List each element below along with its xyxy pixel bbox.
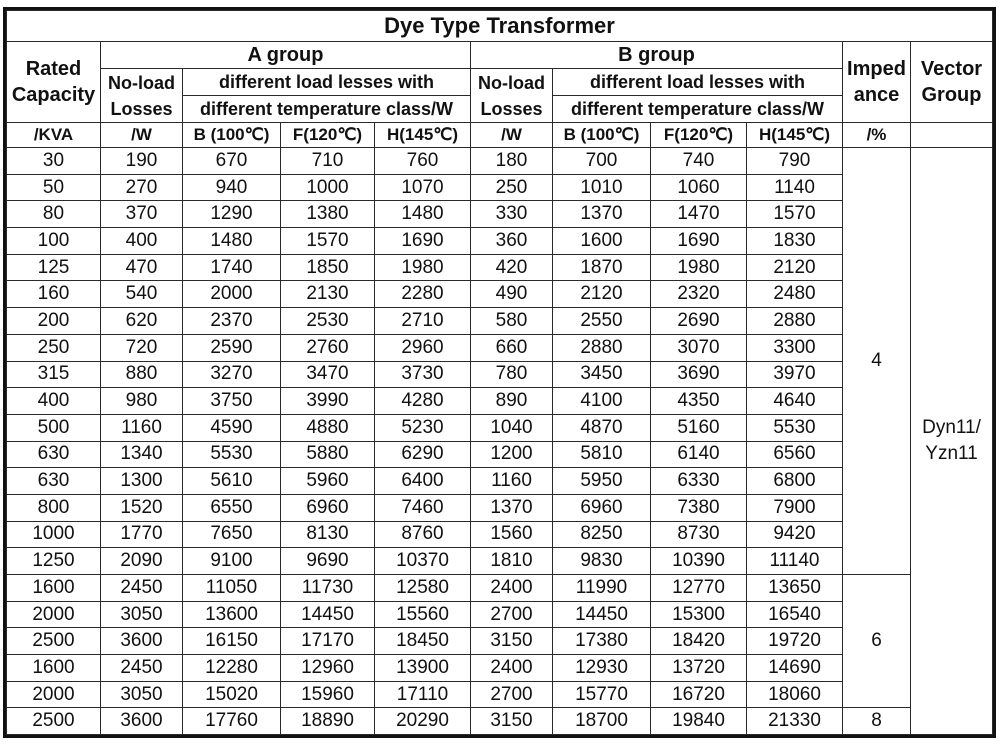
rated-capacity-cell: 80 [7, 201, 101, 228]
a-load-h-cell: 1070 [375, 174, 471, 201]
rated-capacity-cell: 315 [7, 361, 101, 388]
rated-capacity-cell: 50 [7, 174, 101, 201]
a-noload-loss-cell: 540 [101, 281, 183, 308]
a-noload-loss-cell: 400 [101, 228, 183, 255]
b-load-b-cell: 1370 [553, 201, 651, 228]
b-load-h-cell: 5530 [747, 414, 843, 441]
table-wrapper [6, 10, 992, 740]
b-load-h-cell: 4640 [747, 388, 843, 415]
b-load-f-cell: 1980 [651, 254, 747, 281]
a-noload-loss-cell: 3050 [101, 681, 183, 708]
rated-capacity-cell: 125 [7, 254, 101, 281]
b-load-b-cell: 2550 [553, 308, 651, 335]
b-load-f-cell: 6140 [651, 441, 747, 468]
a-load-h-cell: 15560 [375, 601, 471, 628]
b-noload-loss-cell: 2700 [471, 681, 553, 708]
a-load-b-cell: 9100 [183, 548, 281, 575]
a-load-b-cell: 1480 [183, 228, 281, 255]
b-load-f-cell: 13720 [651, 655, 747, 682]
a-load-h-cell: 1480 [375, 201, 471, 228]
a-noload-unit: /W [101, 123, 183, 148]
impedance-line2: ance [853, 84, 900, 106]
a-load-b-cell: 5610 [183, 468, 281, 495]
a-load-h-cell: 3730 [375, 361, 471, 388]
b-load-b-cell: 1600 [553, 228, 651, 255]
a-noload-loss-cell: 3600 [101, 708, 183, 735]
b-noload-loss-cell: 580 [471, 308, 553, 335]
a-load-f-cell: 9690 [281, 548, 375, 575]
a-load-h-cell: 2710 [375, 308, 471, 335]
b-noload-loss-cell: 890 [471, 388, 553, 415]
b-load-h-cell: 790 [747, 148, 843, 175]
a-load-f-cell: 12960 [281, 655, 375, 682]
b-noload-loss-cell: 3150 [471, 708, 553, 735]
b-class-f-header: F(120℃) [651, 123, 747, 148]
rated-capacity-cell: 630 [7, 441, 101, 468]
vector-group-value-line1: Dyn11/ [922, 417, 981, 439]
a-load-h-cell: 4280 [375, 388, 471, 415]
b-load-f-cell: 16720 [651, 681, 747, 708]
a-load-f-cell: 6960 [281, 494, 375, 521]
table-row [7, 708, 993, 735]
b-noload-loss-cell: 780 [471, 361, 553, 388]
a-load-f-cell: 1000 [281, 174, 375, 201]
b-load-b-cell: 14450 [553, 601, 651, 628]
b-load-b-cell: 700 [553, 148, 651, 175]
a-load-b-cell: 5530 [183, 441, 281, 468]
a-load-f-cell: 11730 [281, 575, 375, 602]
b-load-b-cell: 12930 [553, 655, 651, 682]
table-title: Dye Type Transformer [7, 11, 993, 42]
rated-capacity-line2: Capacity [11, 84, 96, 106]
a-noload-loss-cell: 620 [101, 308, 183, 335]
a-load-b-cell: 2370 [183, 308, 281, 335]
a-load-b-cell: 11050 [183, 575, 281, 602]
impedance-cell-group1: 4 [843, 148, 911, 575]
a-noload-loss-cell: 1520 [101, 494, 183, 521]
b-load-f-cell: 740 [651, 148, 747, 175]
a-load-b-cell: 940 [183, 174, 281, 201]
b-noload-header [471, 69, 553, 123]
rated-capacity-line1: Rated [25, 58, 82, 80]
b-noload-loss-cell: 250 [471, 174, 553, 201]
b-load-b-cell: 1010 [553, 174, 651, 201]
a-noload-loss-cell: 1160 [101, 414, 183, 441]
a-class-f-header: F(120℃) [281, 123, 375, 148]
b-noload-loss-cell: 360 [471, 228, 553, 255]
a-load-h-cell: 12580 [375, 575, 471, 602]
a-load-f-cell: 1380 [281, 201, 375, 228]
a-load-f-cell: 710 [281, 148, 375, 175]
b-load-header-line1: different load lesses with [553, 69, 843, 96]
b-load-h-cell: 16540 [747, 601, 843, 628]
b-load-b-cell: 4870 [553, 414, 651, 441]
rated-capacity-cell: 1000 [7, 521, 101, 548]
b-load-h-cell: 6800 [747, 468, 843, 495]
a-load-b-cell: 1290 [183, 201, 281, 228]
a-load-h-cell: 6400 [375, 468, 471, 495]
transformer-table [6, 10, 993, 735]
a-load-f-cell: 1570 [281, 228, 375, 255]
a-load-f-cell: 18890 [281, 708, 375, 735]
a-load-b-cell: 15020 [183, 681, 281, 708]
a-load-h-cell: 760 [375, 148, 471, 175]
a-load-f-cell: 1850 [281, 254, 375, 281]
a-load-f-cell: 2130 [281, 281, 375, 308]
b-load-b-cell: 9830 [553, 548, 651, 575]
a-load-h-cell: 2960 [375, 334, 471, 361]
a-noload-header [101, 69, 183, 123]
b-load-f-cell: 19840 [651, 708, 747, 735]
b-noload-line1: No-load [478, 72, 545, 93]
b-load-f-cell: 10390 [651, 548, 747, 575]
a-load-f-cell: 5880 [281, 441, 375, 468]
vector-group-line1: Vector [920, 58, 983, 80]
vector-group-cell [911, 148, 993, 735]
b-load-b-cell: 15770 [553, 681, 651, 708]
b-load-b-cell: 8250 [553, 521, 651, 548]
b-load-b-cell: 11990 [553, 575, 651, 602]
a-noload-loss-cell: 1770 [101, 521, 183, 548]
a-load-b-cell: 1740 [183, 254, 281, 281]
b-load-h-cell: 2480 [747, 281, 843, 308]
b-load-h-cell: 6560 [747, 441, 843, 468]
b-load-f-cell: 7380 [651, 494, 747, 521]
a-load-f-cell: 17170 [281, 628, 375, 655]
rated-capacity-cell: 2500 [7, 708, 101, 735]
a-load-b-cell: 16150 [183, 628, 281, 655]
rated-capacity-cell: 1600 [7, 655, 101, 682]
rated-capacity-cell: 630 [7, 468, 101, 495]
b-load-h-cell: 21330 [747, 708, 843, 735]
b-class-h-header: H(145℃) [747, 123, 843, 148]
b-load-f-cell: 12770 [651, 575, 747, 602]
b-load-f-cell: 2690 [651, 308, 747, 335]
rated-capacity-cell: 100 [7, 228, 101, 255]
vector-group-value-line2: Yzn11 [925, 443, 978, 465]
a-noload-loss-cell: 720 [101, 334, 183, 361]
b-noload-loss-cell: 1810 [471, 548, 553, 575]
b-noload-unit: /W [471, 123, 553, 148]
a-load-h-cell: 17110 [375, 681, 471, 708]
a-load-b-cell: 2000 [183, 281, 281, 308]
b-load-h-cell: 19720 [747, 628, 843, 655]
a-class-b-header: B (100℃) [183, 123, 281, 148]
b-load-f-cell: 3070 [651, 334, 747, 361]
a-noload-loss-cell: 980 [101, 388, 183, 415]
a-noload-line2: Losses [110, 98, 173, 119]
a-load-f-cell: 4880 [281, 414, 375, 441]
rated-capacity-cell: 2000 [7, 601, 101, 628]
a-noload-loss-cell: 2450 [101, 655, 183, 682]
b-load-h-cell: 1570 [747, 201, 843, 228]
b-noload-loss-cell: 330 [471, 201, 553, 228]
b-load-f-cell: 4350 [651, 388, 747, 415]
b-noload-loss-cell: 180 [471, 148, 553, 175]
b-load-h-cell: 14690 [747, 655, 843, 682]
a-load-b-cell: 7650 [183, 521, 281, 548]
b-noload-loss-cell: 660 [471, 334, 553, 361]
a-load-h-cell: 7460 [375, 494, 471, 521]
a-load-b-cell: 12280 [183, 655, 281, 682]
b-load-h-cell: 18060 [747, 681, 843, 708]
b-load-h-cell: 13650 [747, 575, 843, 602]
b-load-b-cell: 5810 [553, 441, 651, 468]
a-load-h-cell: 10370 [375, 548, 471, 575]
a-class-h-header: H(145℃) [375, 123, 471, 148]
rated-capacity-cell: 1250 [7, 548, 101, 575]
a-load-b-cell: 13600 [183, 601, 281, 628]
b-load-h-cell: 3970 [747, 361, 843, 388]
b-load-f-cell: 15300 [651, 601, 747, 628]
rated-capacity-unit: /KVA [7, 123, 101, 148]
a-load-f-cell: 2760 [281, 334, 375, 361]
b-load-b-cell: 2880 [553, 334, 651, 361]
a-load-f-cell: 8130 [281, 521, 375, 548]
a-noload-loss-cell: 270 [101, 174, 183, 201]
b-load-h-cell: 2880 [747, 308, 843, 335]
rated-capacity-cell: 30 [7, 148, 101, 175]
b-group-header: B group [471, 42, 843, 69]
a-load-f-cell: 2530 [281, 308, 375, 335]
b-load-f-cell: 2320 [651, 281, 747, 308]
b-load-f-cell: 5160 [651, 414, 747, 441]
a-noload-loss-cell: 370 [101, 201, 183, 228]
impedance-unit: /% [843, 123, 911, 148]
a-load-b-cell: 3750 [183, 388, 281, 415]
a-load-b-cell: 17760 [183, 708, 281, 735]
a-load-b-cell: 670 [183, 148, 281, 175]
a-load-f-cell: 3990 [281, 388, 375, 415]
rated-capacity-cell: 160 [7, 281, 101, 308]
b-load-b-cell: 6960 [553, 494, 651, 521]
a-load-header-line2: different temperature class/W [183, 96, 471, 123]
a-load-h-cell: 13900 [375, 655, 471, 682]
b-load-f-cell: 1060 [651, 174, 747, 201]
a-load-h-cell: 1690 [375, 228, 471, 255]
a-noload-loss-cell: 190 [101, 148, 183, 175]
impedance-header [843, 42, 911, 123]
b-noload-loss-cell: 2400 [471, 575, 553, 602]
b-load-b-cell: 1870 [553, 254, 651, 281]
impedance-cell-group3: 8 [843, 708, 911, 735]
b-noload-loss-cell: 1370 [471, 494, 553, 521]
b-load-b-cell: 2120 [553, 281, 651, 308]
a-load-b-cell: 4590 [183, 414, 281, 441]
b-load-f-cell: 1470 [651, 201, 747, 228]
b-load-h-cell: 11140 [747, 548, 843, 575]
a-noload-line1: No-load [108, 72, 175, 93]
b-load-f-cell: 18420 [651, 628, 747, 655]
b-load-f-cell: 8730 [651, 521, 747, 548]
b-load-header-line2: different temperature class/W [553, 96, 843, 123]
b-load-b-cell: 18700 [553, 708, 651, 735]
b-noload-loss-cell: 1160 [471, 468, 553, 495]
a-noload-loss-cell: 3600 [101, 628, 183, 655]
rated-capacity-cell: 800 [7, 494, 101, 521]
b-load-h-cell: 2120 [747, 254, 843, 281]
a-load-b-cell: 2590 [183, 334, 281, 361]
a-noload-loss-cell: 1340 [101, 441, 183, 468]
a-noload-loss-cell: 470 [101, 254, 183, 281]
rated-capacity-cell: 1600 [7, 575, 101, 602]
a-load-h-cell: 8760 [375, 521, 471, 548]
a-noload-loss-cell: 2090 [101, 548, 183, 575]
table-body [7, 11, 993, 735]
b-load-f-cell: 6330 [651, 468, 747, 495]
b-noload-loss-cell: 3150 [471, 628, 553, 655]
a-load-f-cell: 14450 [281, 601, 375, 628]
a-load-f-cell: 5960 [281, 468, 375, 495]
a-noload-loss-cell: 2450 [101, 575, 183, 602]
b-noload-loss-cell: 490 [471, 281, 553, 308]
impedance-cell-group2: 6 [843, 575, 911, 708]
a-noload-loss-cell: 880 [101, 361, 183, 388]
a-load-b-cell: 3270 [183, 361, 281, 388]
rated-capacity-cell: 2500 [7, 628, 101, 655]
b-noload-loss-cell: 420 [471, 254, 553, 281]
a-load-f-cell: 3470 [281, 361, 375, 388]
b-load-f-cell: 3690 [651, 361, 747, 388]
b-load-f-cell: 1690 [651, 228, 747, 255]
a-noload-loss-cell: 1300 [101, 468, 183, 495]
rated-capacity-cell: 400 [7, 388, 101, 415]
rated-capacity-cell: 500 [7, 414, 101, 441]
table-row [7, 148, 993, 175]
b-noload-loss-cell: 2700 [471, 601, 553, 628]
rated-capacity-header [7, 42, 101, 123]
a-noload-loss-cell: 3050 [101, 601, 183, 628]
b-load-h-cell: 1830 [747, 228, 843, 255]
a-load-b-cell: 6550 [183, 494, 281, 521]
b-noload-loss-cell: 1200 [471, 441, 553, 468]
a-load-f-cell: 15960 [281, 681, 375, 708]
vector-group-line2: Group [921, 84, 982, 106]
rated-capacity-cell: 2000 [7, 681, 101, 708]
b-noload-line2: Losses [480, 98, 543, 119]
b-load-b-cell: 17380 [553, 628, 651, 655]
b-load-b-cell: 4100 [553, 388, 651, 415]
a-load-h-cell: 18450 [375, 628, 471, 655]
b-noload-loss-cell: 2400 [471, 655, 553, 682]
b-load-h-cell: 7900 [747, 494, 843, 521]
a-load-h-cell: 5230 [375, 414, 471, 441]
a-load-h-cell: 2280 [375, 281, 471, 308]
vector-group-header [911, 42, 993, 123]
b-load-h-cell: 9420 [747, 521, 843, 548]
a-load-h-cell: 1980 [375, 254, 471, 281]
rated-capacity-cell: 200 [7, 308, 101, 335]
a-load-h-cell: 20290 [375, 708, 471, 735]
b-noload-loss-cell: 1040 [471, 414, 553, 441]
b-load-h-cell: 3300 [747, 334, 843, 361]
b-load-b-cell: 5950 [553, 468, 651, 495]
vector-group-unit-blank [911, 123, 993, 148]
b-noload-loss-cell: 1560 [471, 521, 553, 548]
impedance-line1: Imped [847, 58, 906, 80]
b-class-b-header: B (100℃) [553, 123, 651, 148]
a-load-header-line1: different load lesses with [183, 69, 471, 96]
a-load-h-cell: 6290 [375, 441, 471, 468]
a-group-header: A group [101, 42, 471, 69]
rated-capacity-cell: 250 [7, 334, 101, 361]
table-row [7, 575, 993, 602]
b-load-b-cell: 3450 [553, 361, 651, 388]
b-load-h-cell: 1140 [747, 174, 843, 201]
